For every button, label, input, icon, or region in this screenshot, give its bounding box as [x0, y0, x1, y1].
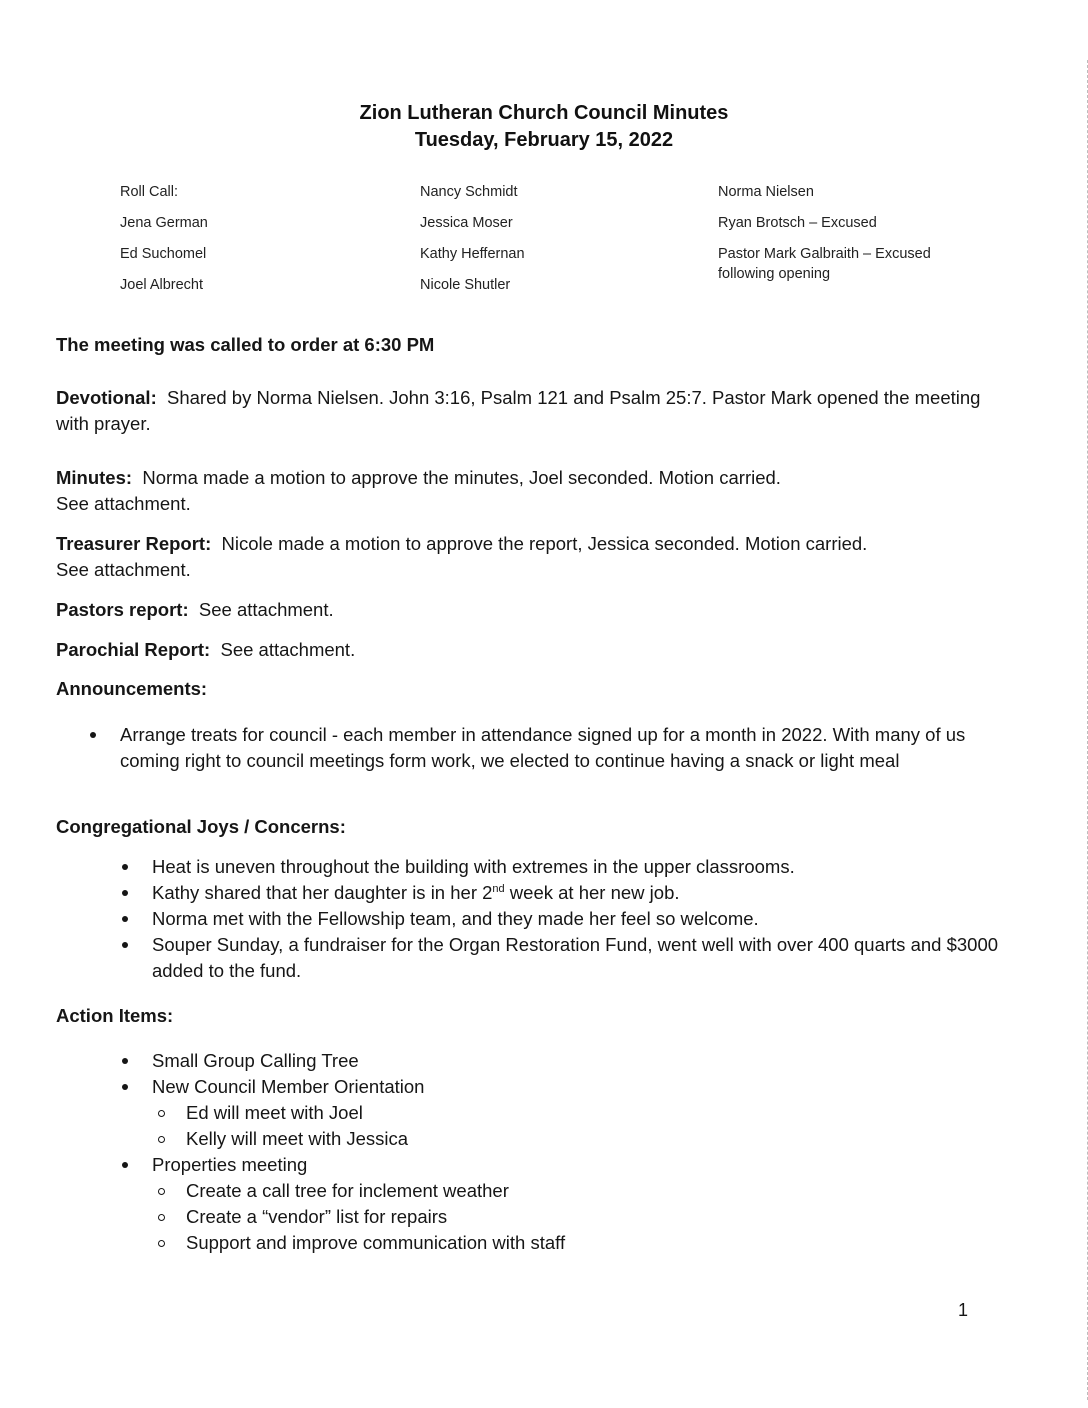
list-item: Heat is uneven throughout the building with extremes in the upper classrooms.	[152, 854, 1022, 880]
sub-list-item: Support and improve communication with staff	[122, 1230, 1022, 1256]
devotional-text: Shared by Norma Nielsen. John 3:16, Psalm 121 and Psalm 25:7. Pastor Mark opened the meeting with prayer.	[56, 387, 981, 434]
devotional-label: Devotional:	[56, 387, 157, 408]
minutes-text: Norma made a motion to approve the minutes, Joel seconded. Motion carried.	[142, 467, 781, 488]
joys-heading: Congregational Joys / Concerns:	[56, 816, 346, 837]
sub-list-item: Kelly will meet with Jessica	[122, 1126, 1022, 1152]
roll-call-name: Kathy Heffernan	[420, 246, 525, 262]
devotional-section	[56, 385, 1016, 437]
list-item	[152, 1074, 1022, 1152]
kathy-text-a: Kathy shared that her daughter is in her 2	[152, 882, 493, 903]
roll-call-column-3	[718, 182, 958, 284]
roll-call-name: Norma Nielsen	[718, 184, 814, 200]
pastors-section	[56, 597, 1016, 623]
document-title: Zion Lutheran Church Council Minutes	[359, 102, 729, 124]
action-items-list	[152, 1048, 1022, 1256]
sub-list-item: Create a call tree for inclement weather	[122, 1178, 1022, 1204]
roll-call-column-2	[420, 182, 525, 306]
treasurer-text: Nicole made a motion to approve the report, Jessica seconded. Motion carried.	[221, 533, 868, 554]
roll-call-name: Pastor Mark Galbraith – Excused following opening	[718, 246, 931, 282]
list-item: Souper Sunday, a fundraiser for the Organ Restoration Fund, went well with over 400 quarts and $3000 added to the fund.	[152, 932, 1022, 984]
roll-call-name: Nicole Shutler	[420, 277, 511, 293]
roll-call-column-1	[120, 182, 208, 306]
pastors-label: Pastors report:	[56, 599, 189, 620]
roll-call-name: Jena German	[120, 215, 208, 231]
sub-list	[122, 1178, 1022, 1256]
list-item: Norma met with the Fellowship team, and they made her feel so welcome.	[152, 906, 1022, 932]
parochial-section	[56, 637, 1016, 663]
roll-call-name: Nancy Schmidt	[420, 184, 518, 200]
called-to-order: The meeting was called to order at 6:30 PM	[56, 334, 435, 355]
treasurer-label: Treasurer Report:	[56, 533, 212, 554]
treasurer-attachment: See attachment.	[56, 559, 191, 580]
roll-call-name: Ed Suchomel	[120, 246, 207, 262]
roll-call-name: Jessica Moser	[420, 215, 513, 231]
joys-list	[152, 854, 1022, 984]
pastors-text: See attachment.	[198, 599, 334, 620]
announcements-heading: Announcements:	[56, 678, 208, 699]
sub-list	[122, 1100, 1022, 1152]
minutes-label: Minutes:	[56, 467, 133, 488]
minutes-attachment: See attachment.	[56, 493, 191, 514]
sub-list-item: Create a “vendor” list for repairs	[122, 1204, 1022, 1230]
kathy-text-b: week at her new job.	[504, 882, 680, 903]
roll-call-label: Roll Call:	[120, 184, 179, 200]
list-item: Small Group Calling Tree	[152, 1048, 1022, 1074]
parochial-label: Parochial Report:	[56, 639, 211, 660]
action-items-heading: Action Items:	[56, 1005, 174, 1026]
roll-call-name: Ryan Brotsch – Excused	[718, 215, 877, 231]
list-item-label: Properties meeting	[152, 1154, 308, 1175]
roll-call-name: Joel Albrecht	[120, 277, 204, 293]
kathy-ordinal: nd	[492, 882, 505, 895]
list-item	[152, 880, 1022, 906]
document-date: Tuesday, February 15, 2022	[414, 129, 674, 151]
list-item: Arrange treats for council - each member in attendance signed up for a month in 2022. With many of us coming right to council meetings form work, we elected to continue having a snack or light meal	[120, 722, 1020, 774]
parochial-text: See attachment.	[220, 639, 356, 660]
page-number: 1	[958, 1300, 969, 1320]
treasurer-section	[56, 531, 1016, 583]
announcements-list	[120, 722, 1020, 774]
list-item	[152, 1152, 1022, 1256]
minutes-section	[56, 465, 1016, 517]
sub-list-item: Ed will meet with Joel	[122, 1100, 1022, 1126]
list-item-label: New Council Member Orientation	[152, 1076, 425, 1097]
